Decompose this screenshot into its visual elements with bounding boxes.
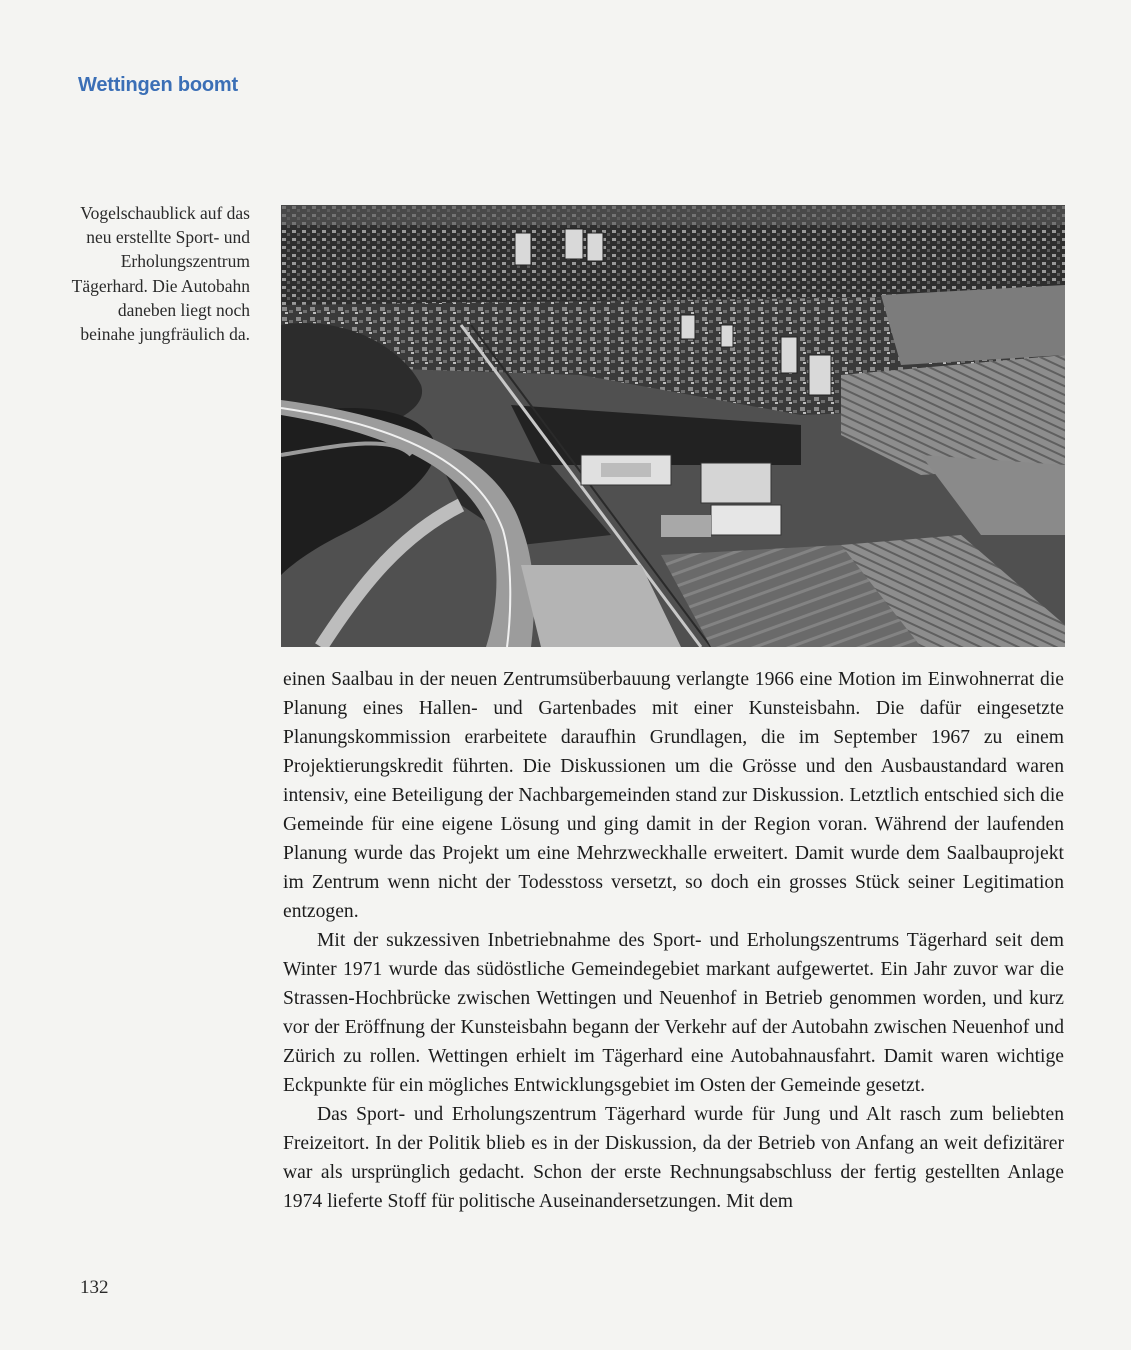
photo-caption: Vogelschaublick auf das neu erstellte Sport- und Erholungszentrum Tägerhard. Die Autobahn daneben liegt noch beinahe jungfräulich da. <box>71 203 250 345</box>
aerial-photo <box>281 205 1065 647</box>
paragraph-1: einen Saalbau in der neuen Zentrumsüberbauung verlangte 1966 eine Motion im Einwohnerrat die Planung eines Hallen- und Gartenbades mit einer Kunsteisbahn. Die dafür eingesetzte Planungskommission erarbeitete daraufhin Grundlagen, die im September 1967 zu einem Projektierungskredit führten. Die Diskussionen um die Grösse und den Ausbaustandard waren intensiv, eine Beteiligung der Nachbargemeinden stand zur Diskussion. Letztlich entschied sich die Gemeinde für eine eigene Lösung und ging damit in der Region voran. Während der laufenden Planung wurde das Projekt um eine Mehrzweckhalle erweitert. Damit wurde dem Saalbauprojekt im Zentrum wenn nicht der Todesstoss versetzt, so doch ein grosses Stück seiner Legitimation entzogen. <box>283 669 1064 922</box>
page-number: 132 <box>80 1277 109 1298</box>
paragraph-2: Mit der sukzessiven Inbetriebnahme des Sport- und Erholungszentrums Tägerhard seit dem Winter 1971 wurde das südöstliche Gemeindegebiet markant aufgewertet. Ein Jahr zuvor war die Strassen-Hochbrücke zwischen Wettingen und Neuenhof in Betrieb genommen worden, und kurz vor der Eröffnung der Kunsteisbahn begann der Verkehr auf der Autobahn zwischen Neuenhof und Zürich zu rollen. Wettingen erhielt im Tägerhard eine Autobahnausfahrt. Damit waren wichtige Eckpunkte für ein mögliches Entwicklungsgebiet im Osten der Gemeinde gesetzt. <box>283 930 1064 1096</box>
aerial-photo-image <box>281 205 1065 647</box>
paragraph-3: Das Sport- und Erholungszentrum Tägerhard wurde für Jung und Alt rasch zum beliebten Freizeitort. In der Politik blieb es in der Diskussion, da der Betrieb von Anfang an weit defizitärer war als ursprünglich gedacht. Schon der erste Rechnungsabschluss der fertig gestellten Anlage 1974 lieferte Stoff für politische Auseinandersetzungen. Mit dem <box>283 1104 1064 1212</box>
body-text <box>283 665 1064 1216</box>
running-head-title: Wettingen boomt <box>78 74 238 96</box>
